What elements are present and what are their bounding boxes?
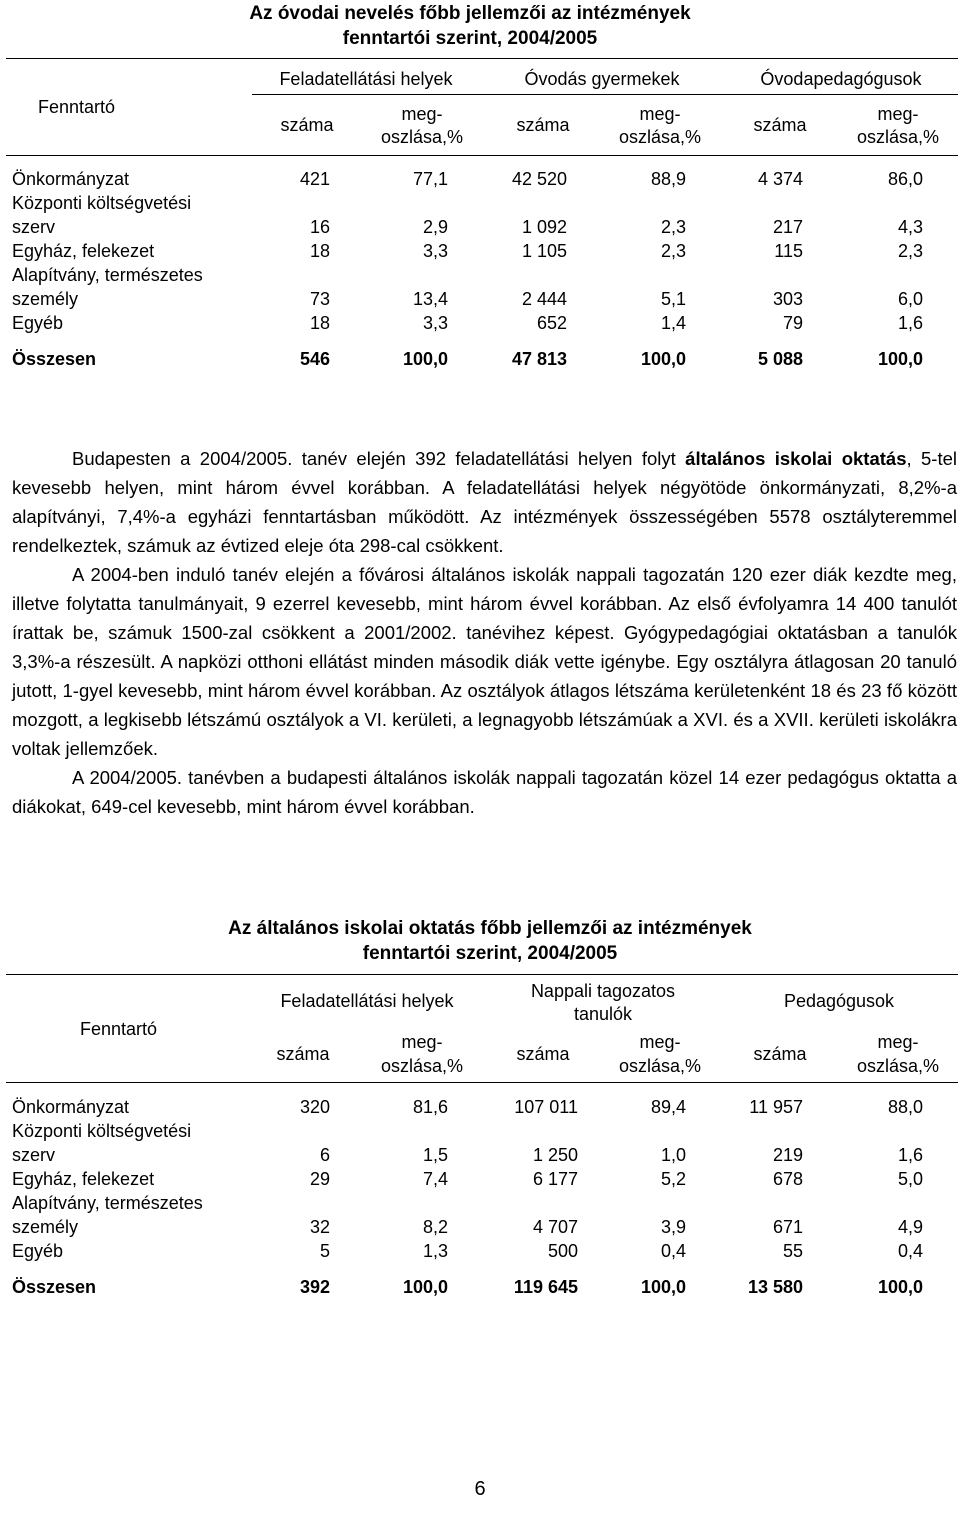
- table-cell: 8,2: [422, 1217, 448, 1237]
- table2-title: [10, 916, 960, 966]
- table1-sub-oszlasa-2: oszlása,%: [618, 127, 702, 147]
- table1-row-label: Egyház, felekezet: [12, 241, 155, 261]
- table2-col-fenntarto: Fenntartó: [80, 1019, 158, 1039]
- table-cell: 217: [772, 217, 803, 237]
- table2-rule-top: [6, 974, 958, 975]
- table1-col-fenntarto: Fenntartó: [38, 97, 116, 117]
- table-cell: 671: [772, 1217, 803, 1237]
- table-cell: 1,4: [660, 313, 686, 333]
- table-cell: 1,6: [897, 313, 923, 333]
- table-cell: 79: [782, 313, 803, 333]
- table-cell: 6: [319, 1145, 330, 1165]
- table-cell: 1,0: [660, 1145, 686, 1165]
- paragraph-1-emphasis: általános iskolai oktatás: [685, 448, 907, 469]
- table1-sub-meg-2: meg-: [639, 104, 681, 124]
- table-cell: 88,0: [887, 1097, 923, 1117]
- table-cell: 2,3: [660, 241, 686, 261]
- table2-row-label-cont: szerv: [12, 1145, 56, 1165]
- table-cell: 2,9: [422, 217, 448, 237]
- table-cell: 678: [772, 1169, 803, 1189]
- table1-group-ovodas: Óvodás gyermekek: [524, 69, 680, 89]
- table2-group-tanulok-2: tanulók: [573, 1004, 633, 1024]
- table-cell: 18: [309, 313, 330, 333]
- table2-row-label: Alapítvány, természetes: [12, 1193, 203, 1213]
- table2-sub-szama-3: száma: [753, 1044, 807, 1064]
- table-total-cell: 100,0: [402, 1277, 448, 1297]
- body-text: [12, 444, 957, 821]
- table2-sub-meg-1: meg-: [401, 1032, 443, 1052]
- table-total-cell: 47 813: [511, 349, 567, 369]
- table1-sub-szama-1: száma: [280, 115, 334, 135]
- table-cell: 5: [319, 1241, 330, 1261]
- table-cell: 1 250: [532, 1145, 578, 1165]
- table1-row-label: Egyéb: [12, 313, 64, 333]
- table-cell: 652: [536, 313, 567, 333]
- table2-sub-meg-2: meg-: [639, 1032, 681, 1052]
- table-cell: 4 374: [757, 169, 803, 189]
- table-cell: 4,9: [897, 1217, 923, 1237]
- table-cell: 2,3: [897, 241, 923, 261]
- table2-sub-oszlasa-1: oszlása,%: [380, 1056, 464, 1076]
- table-cell: 219: [772, 1145, 803, 1165]
- table-cell: 55: [782, 1241, 803, 1261]
- table2-row-label: Egyház, felekezet: [12, 1169, 155, 1189]
- table-total-cell: 100,0: [640, 349, 686, 369]
- table-cell: 2,3: [660, 217, 686, 237]
- table-cell: 77,1: [412, 169, 448, 189]
- table-cell: 86,0: [887, 169, 923, 189]
- table1-row-label: Önkormányzat: [12, 169, 130, 189]
- page-number: 6: [474, 1478, 486, 1500]
- paragraph-2: A 2004-ben induló tanév elején a fővárosi általános iskolák nappali tagozatán 120 ezer diák kezdte meg, illetve folytatta tanulmányait, 9 ezerrel kevesebb, mint három évvel korábban. Az első évfolyamra 14 400 tanulót írattak be, számuk 1500-zal csökkent a 2001/2002. tanévihez képest. Gyógypedagógiai oktatásban a tanulók 3,3%-a részesült. A napközi otthoni ellátást minden második diák vette igénybe. Egy osztályra átlagosan 20 tanuló jutott, 1-gyel kevesebb, mint három évvel korábban. Az osztályok átlagos létszáma kerületenként 18 és 23 fő között mozgott, a legkisebb létszámú osztályok a VI. kerületi, a legnagyobb létszámúak a XVI. és a XVII. kerületi iskolákra voltak jellemzőek.: [12, 564, 957, 759]
- table1-row-label-cont: szerv: [12, 217, 56, 237]
- table-total-cell: 5 088: [757, 349, 803, 369]
- table-total-cell: 100,0: [877, 1277, 923, 1297]
- table-cell: 1,3: [422, 1241, 448, 1261]
- table2-row-label: Önkormányzat: [12, 1097, 130, 1117]
- table-total-cell: 119 645: [513, 1277, 578, 1297]
- table2-title-line1: Az általános iskolai oktatás főbb jellemzői az intézmények: [228, 918, 752, 939]
- table-cell: 500: [547, 1241, 578, 1261]
- table-cell: 73: [309, 289, 330, 309]
- table-cell: 1 105: [521, 241, 567, 261]
- table1-row-label: Alapítvány, természetes: [12, 265, 203, 285]
- table1-sub-oszlasa-1: oszlása,%: [380, 127, 464, 147]
- table-cell: 1 092: [521, 217, 567, 237]
- paragraph-3: A 2004/2005. tanévben a budapesti általános iskolák nappali tagozatán közel 14 ezer pedagógus oktatta a diákokat, 649-cel kevesebb, mint három évvel korábban.: [12, 767, 957, 817]
- table-total-cell: 546: [299, 349, 330, 369]
- table-cell: 11 957: [749, 1097, 803, 1117]
- table1-rule-header: [6, 155, 958, 156]
- table-cell: 32: [309, 1217, 330, 1237]
- table-cell: 3,9: [660, 1217, 686, 1237]
- table2-group-tanulok-1: Nappali tagozatos: [530, 981, 676, 1001]
- table1-title: [0, 1, 950, 51]
- table2-group-feladat: Feladatellátási helyek: [280, 991, 454, 1011]
- table-total-cell: 100,0: [877, 349, 923, 369]
- table-cell: 6 177: [532, 1169, 578, 1189]
- table-cell: 2 444: [521, 289, 567, 309]
- table-cell: 88,9: [650, 169, 686, 189]
- table1-group-pedagogus: Óvodapedagógusok: [760, 69, 922, 89]
- table-cell: 16: [309, 217, 330, 237]
- table-total-cell: 392: [299, 1277, 330, 1297]
- table1-sub-oszlasa-3: oszlása,%: [856, 127, 940, 147]
- table1-rule-group: [252, 94, 958, 95]
- table-cell: 0,4: [897, 1241, 923, 1261]
- table1-row-label-cont: személy: [12, 289, 79, 309]
- table-cell: 4,3: [897, 217, 923, 237]
- table-total-cell: 100,0: [640, 1277, 686, 1297]
- table2-sub-oszlasa-2: oszlása,%: [618, 1056, 702, 1076]
- table2-row-label: Egyéb: [12, 1241, 64, 1261]
- table-cell: 3,3: [422, 313, 448, 333]
- paragraph-1: [12, 444, 957, 560]
- table-cell: 81,6: [412, 1097, 448, 1117]
- table1-total-label: Összesen: [12, 349, 97, 369]
- table2-row-label: Központi költségvetési: [12, 1121, 192, 1141]
- table-total-cell: 13 580: [747, 1277, 803, 1297]
- table1-title-line1: Az óvodai nevelés főbb jellemzői az intézmények: [249, 3, 691, 24]
- table2-total-label: Összesen: [12, 1277, 97, 1297]
- table1-sub-meg-1: meg-: [401, 104, 443, 124]
- table1-sub-meg-3: meg-: [877, 104, 919, 124]
- table2-row-label-cont: személy: [12, 1217, 79, 1237]
- table1-group-feladat: Feladatellátási helyek: [279, 69, 453, 89]
- table-cell: 303: [772, 289, 803, 309]
- table1-rule-top: [6, 58, 958, 59]
- table-cell: 5,1: [660, 289, 686, 309]
- table-cell: 115: [774, 241, 803, 261]
- table-cell: 5,0: [897, 1169, 923, 1189]
- table2-sub-meg-3: meg-: [877, 1032, 919, 1052]
- table2-rule-header: [6, 1082, 958, 1083]
- table-cell: 5,2: [660, 1169, 686, 1189]
- table-cell: 421: [299, 169, 330, 189]
- table1-sub-szama-3: száma: [753, 115, 807, 135]
- table-cell: 6,0: [897, 289, 923, 309]
- paragraph-1-a: Budapesten a 2004/2005. tanév elején 392 feladatellátási helyen folyt: [72, 448, 686, 469]
- table2-sub-szama-2: száma: [516, 1044, 570, 1064]
- paragraph-1-c: , 5-tel kevesebb helyen, mint három évvel korábban. A feladatellátási helyek négyötöde önkormányzati, 8,2%-a alapítványi, 7,4%-a egyházi fenntartásban működött. Az intézmények összességében 5578 osztályteremmel rendelkeztek, számuk az évtized eleje óta 298-cal csökkent.: [12, 448, 957, 556]
- table-cell: 42 520: [511, 169, 567, 189]
- table-cell: 13,4: [412, 289, 448, 309]
- table-cell: 18: [309, 241, 330, 261]
- table-cell: 7,4: [422, 1169, 448, 1189]
- table-cell: 0,4: [660, 1241, 686, 1261]
- table-cell: 89,4: [650, 1097, 686, 1117]
- table-cell: 1,5: [422, 1145, 448, 1165]
- table2-sub-oszlasa-3: oszlása,%: [856, 1056, 940, 1076]
- table-cell: 1,6: [897, 1145, 923, 1165]
- table-cell: 4 707: [532, 1217, 578, 1237]
- table1-title-line2: fenntartói szerint, 2004/2005: [342, 28, 598, 49]
- table1-row-label: Központi költségvetési: [12, 193, 192, 213]
- table2-title-line2: fenntartói szerint, 2004/2005: [362, 943, 618, 964]
- table-total-cell: 100,0: [402, 349, 448, 369]
- table-cell: 320: [299, 1097, 330, 1117]
- table1-sub-szama-2: száma: [516, 115, 570, 135]
- table2-group-pedagogus: Pedagógusok: [783, 991, 895, 1011]
- table-cell: 29: [309, 1169, 330, 1189]
- table2-sub-szama-1: száma: [276, 1044, 330, 1064]
- table-cell: 3,3: [422, 241, 448, 261]
- table-cell: 107 011: [514, 1097, 578, 1117]
